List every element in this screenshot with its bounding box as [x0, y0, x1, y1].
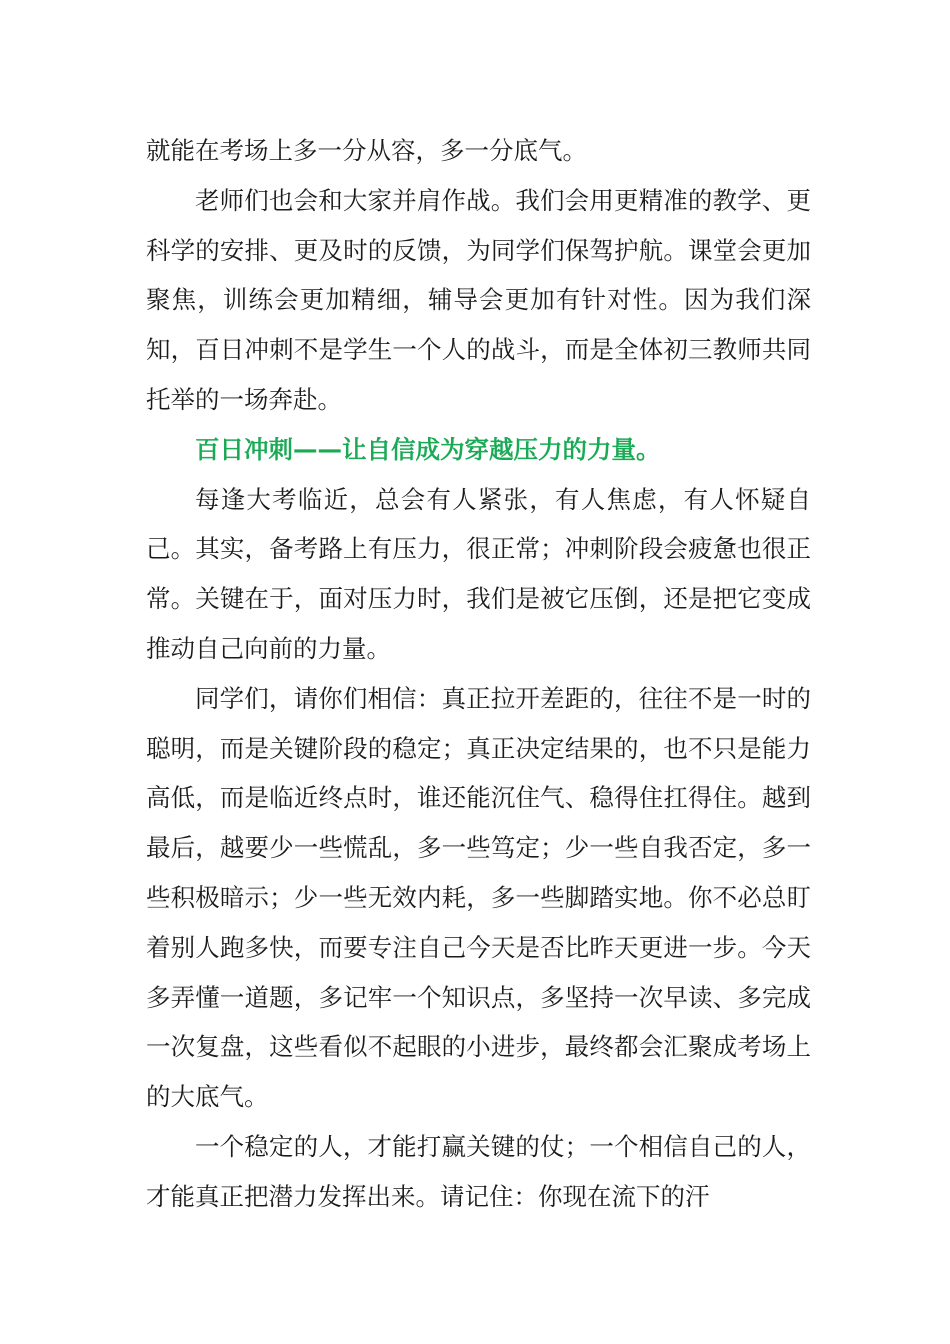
paragraph-pressure: 每逢大考临近，总会有人紧张，有人焦虑，有人怀疑自己。其实，备考路上有压力，很正常；冲刺阶段会疲惫也很正常。关键在于，面对压力时，我们是被它压倒，还是把它变成推动自己向前的力量。	[146, 484, 811, 663]
paragraph-believe: 同学们，请你们相信：真正拉开差距的，往往不是一时的聪明，而是关键阶段的稳定；真正决定结果的，也不只是能力高低，而是临近终点时，谁还能沉住气、稳得住扛得住。越到最后，越要少一些慌乱，多一些笃定；少一些自我否定，多一些积极暗示；少一些无效内耗，多一些脚踏实地。你不必总盯着别人跑多快，而要专注自己今天是否比昨天更进一步。今天多弄懂一道题，多记牢一个知识点，多坚持一次早读、多完成一次复盘，这些看似不起眼的小进步，最终都会汇聚成考场上的大底气。	[146, 683, 811, 1112]
section-heading: 百日冲刺——让自信成为穿越压力的力量。	[195, 434, 661, 464]
paragraph-stable: 一个稳定的人，才能打赢关键的仗；一个相信自己的人，才能真正把潜力发挥出来。请记住：你现在流下的汗	[146, 1131, 811, 1211]
paragraph-teachers: 老师们也会和大家并肩作战。我们会用更精准的教学、更科学的安排、更及时的反馈，为同学们保驾护航。课堂会更加聚焦，训练会更加精细，辅导会更加有针对性。因为我们深知，百日冲刺不是学生一个人的战斗，而是全体初三教师共同托举的一场奔赴。	[146, 185, 811, 414]
document-body	[146, 126, 811, 1222]
paragraph-continuation: 就能在考场上多一分从容，多一分底气。	[146, 136, 587, 165]
